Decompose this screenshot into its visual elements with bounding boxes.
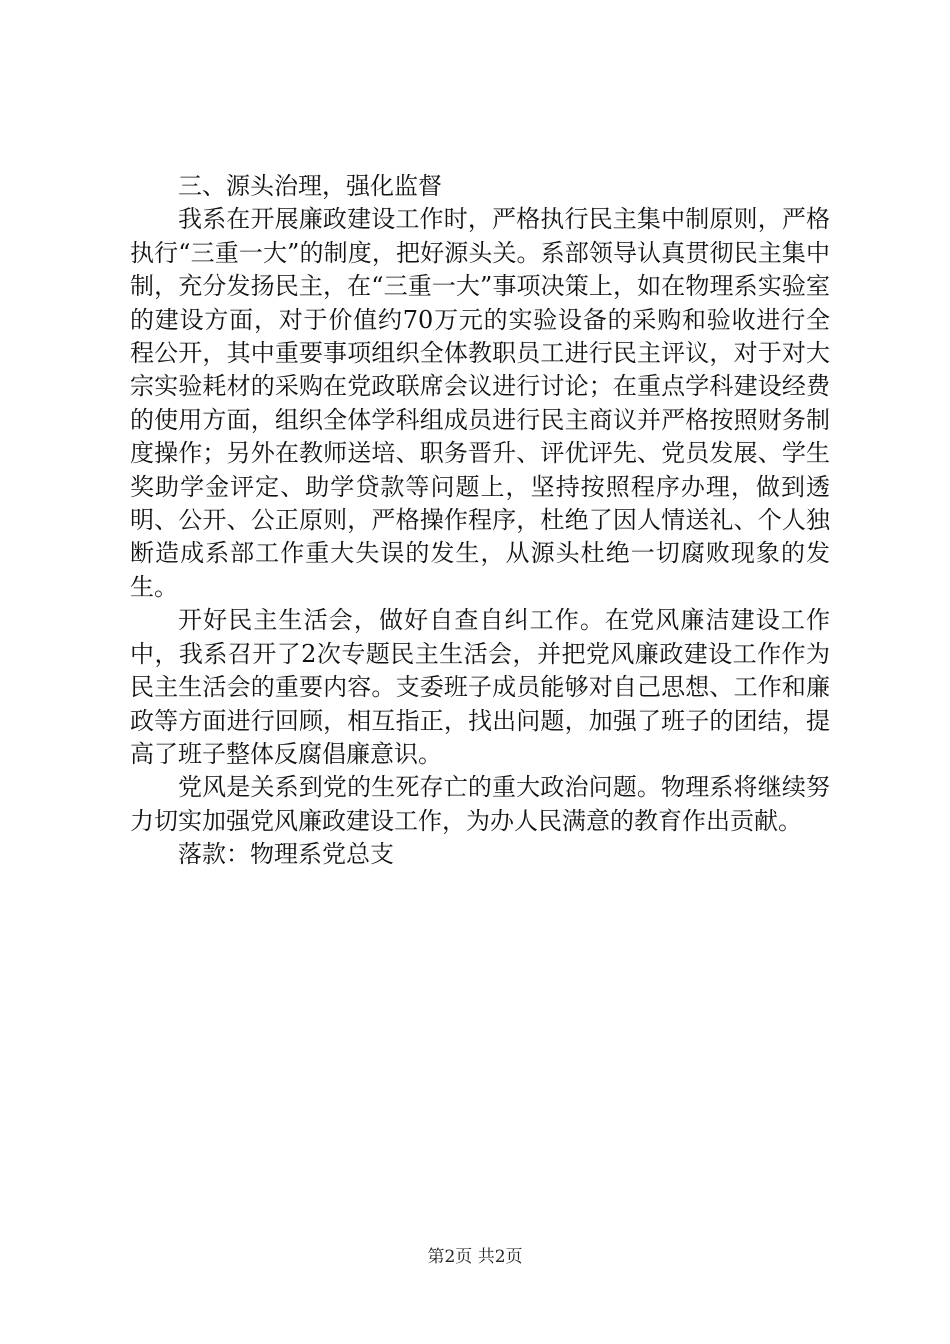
- section-heading: 三、源头治理，强化监督: [178, 172, 442, 200]
- document-body: [130, 170, 830, 872]
- page-number-footer: 第2页 共2页: [427, 1247, 523, 1267]
- paragraph-democratic-life-meeting: 开好民主生活会，做好自查自纠工作。在党风廉洁建设工作中，我系召开了2次专题民主生活会，并把党风廉政建设工作作为民主生活会的重要内容。支委班子成员能够对自己思想、工作和廉政等方面进行回顾，相互指正，找出问题，加强了班子的团结，提高了班子整体反腐倡廉意识。: [130, 606, 830, 768]
- paragraph-source-control: 我系在开展廉政建设工作时，严格执行民主集中制原则，严格执行“三重一大”的制度，把好源头关。系部领导认真贯彻民主集中制，充分发扬民主，在“三重一大”事项决策上，如在物理系实验室的建设方面，对于价值约70万元的实验设备的采购和验收进行全程公开，其中重要事项组织全体教职员工进行民主评议，对于对大宗实验耗材的采购在党政联席会议进行讨论；在重点学科建设经费的使用方面，组织全体学科组成员进行民主商议并严格按照财务制度操作；另外在教师送培、职务晋升、评优评先、党员发展、学生奖助学金评定、助学贷款等问题上，坚持按照程序办理，做到透明、公开、公正原则，严格操作程序，杜绝了因人情送礼、个人独断造成系部工作重大失误的发生，从源头杜绝一切腐败现象的发生。: [130, 205, 830, 601]
- signature-line: 落款：物理系党总支: [178, 840, 394, 869]
- paragraph-conclusion: 党风是关系到党的生死存亡的重大政治问题。物理系将继续努力切实加强党风廉政建设工作，为办人民满意的教育作出贡献。: [130, 773, 830, 835]
